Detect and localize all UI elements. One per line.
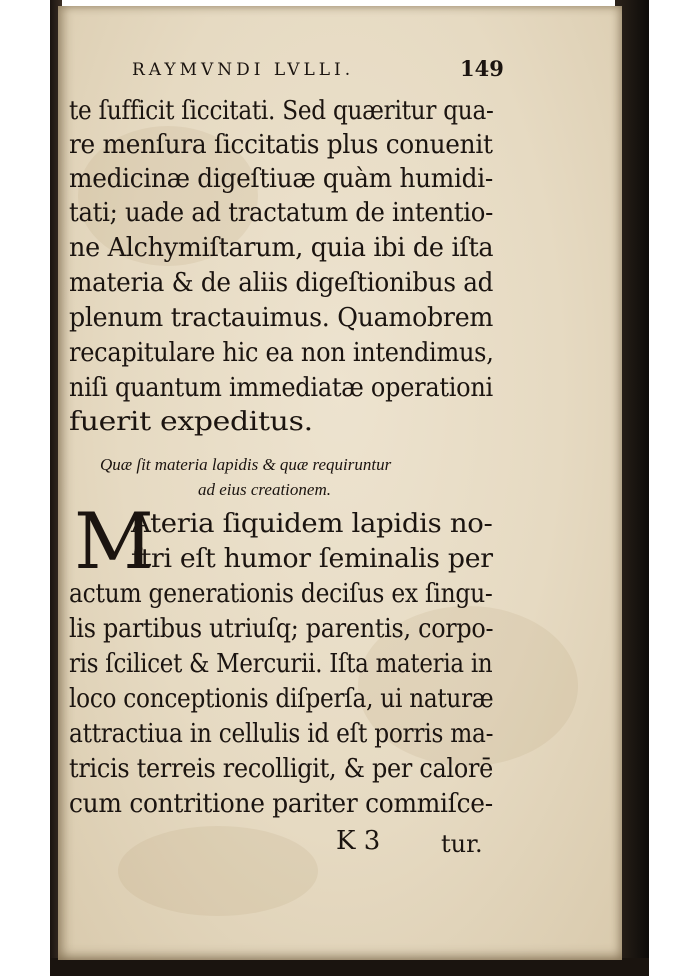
- signature-mark: K 3: [336, 826, 381, 856]
- drop-cap-initial: M: [74, 497, 154, 587]
- text-line: materia & de aliis digeſtionibus ad: [69, 268, 494, 298]
- text-line: ne Alchymiſtarum, quia ibi de iſta: [69, 233, 494, 263]
- paper-stain: [118, 826, 318, 916]
- paragraph-line: attractiua in cellulis id eſt porris ma-: [69, 719, 494, 749]
- paragraph-line: actum generationis deciſus ex ſingu-: [69, 579, 493, 609]
- section-heading: ad eius creationem.: [198, 480, 331, 499]
- text-line: plenum tractauimus. Quamobrem: [69, 303, 494, 333]
- catchword: tur.: [441, 830, 483, 858]
- paragraph-line: Ateria ſiquidem lapidis no-: [131, 509, 493, 539]
- paragraph-line: loco conceptionis diſperſa, ui naturæ: [69, 684, 494, 714]
- text-line: niſi quantum immediatæ operationi: [69, 373, 493, 403]
- text-line: tati; uade ad tractatum de intentio-: [69, 198, 494, 228]
- book-edge-bottom: [50, 958, 649, 976]
- text-line: recapitulare hic ea non intendimus,: [69, 338, 494, 368]
- paragraph-line: ris ſcilicet & Mercurii. Iſta materia in: [69, 649, 493, 679]
- page-number: 149: [460, 56, 504, 81]
- paragraph-line: cum contritione pariter commiſce-: [69, 789, 493, 819]
- paragraph-line: ſtri eſt humor ſeminalis per: [131, 544, 493, 574]
- paragraph-line: lis partibus utriuſq; parentis, corpo-: [69, 614, 494, 644]
- text-line: te ſufficit ſiccitati. Sed quæritur qua-: [69, 96, 494, 126]
- text-line: re menſura ſiccitatis plus conuenit: [69, 130, 493, 160]
- section-heading: Quæ ſit materia lapidis & quæ requiruntur: [100, 455, 392, 474]
- running-head: RAYMVNDI LVLLI.: [132, 60, 355, 80]
- paragraph-line: tricis terreis recolligit, & per calorē: [69, 754, 494, 784]
- text-line: fuerit expeditus.: [69, 407, 313, 437]
- text-line: medicinæ digeſtiuæ quàm humidi-: [69, 164, 493, 194]
